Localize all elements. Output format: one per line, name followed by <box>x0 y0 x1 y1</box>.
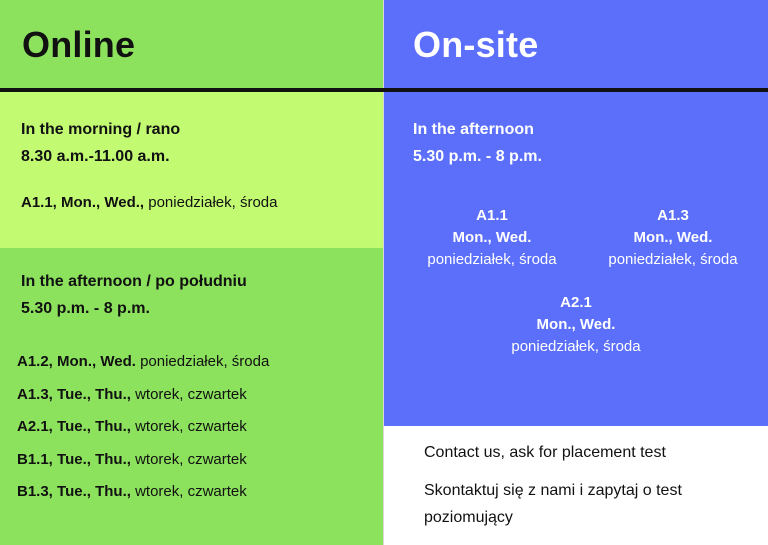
list-item <box>17 483 247 500</box>
course-level: A1.1 <box>476 207 508 224</box>
onsite-course-card <box>412 205 572 271</box>
course-days-pl: poniedziałek, środa <box>608 251 738 268</box>
morning-time: 8.30 a.m.-11.00 a.m. <box>21 148 170 165</box>
course-days: wtorek, czwartek <box>130 451 247 468</box>
course-days: poniedziałek, środa <box>135 353 270 370</box>
list-item <box>17 418 247 435</box>
onsite-afternoon-heading <box>413 116 542 170</box>
course-code: A1.3, Tue., Thu., <box>17 386 131 403</box>
course-days: wtorek, czwartek <box>130 483 247 500</box>
list-item <box>21 194 278 211</box>
list-item <box>17 386 247 403</box>
onsite-heading-text: In the afternoon <box>413 121 534 138</box>
course-level: A2.1 <box>560 294 592 311</box>
online-morning-heading <box>21 116 180 170</box>
afternoon-heading-text: In the afternoon / po południu <box>21 273 247 290</box>
list-item <box>17 451 247 468</box>
course-level: A1.3 <box>657 207 689 224</box>
course-code: A2.1, Tue., Thu., <box>17 418 131 435</box>
contact-text-pl: Skontaktuj się z nami i zapytaj o test poziomujący <box>424 482 682 526</box>
morning-heading-text: In the morning / rano <box>21 121 181 138</box>
header-divider <box>0 88 768 92</box>
course-days: wtorek, czwartek <box>130 418 247 435</box>
onsite-title: On-site <box>413 24 539 65</box>
onsite-course-card <box>496 292 656 358</box>
online-afternoon-heading <box>21 268 247 322</box>
course-days: poniedziałek, środa <box>144 194 278 211</box>
onsite-time: 5.30 p.m. - 8 p.m. <box>413 148 542 165</box>
online-title: Online <box>22 24 136 65</box>
course-days: wtorek, czwartek <box>130 386 247 403</box>
afternoon-time: 5.30 p.m. - 8 p.m. <box>21 300 150 317</box>
column-divider <box>383 0 384 545</box>
course-code: A1.1, Mon., Wed., <box>21 194 145 211</box>
course-days-pl: poniedziałek, środa <box>427 251 557 268</box>
contact-text-en: Contact us, ask for placement test <box>424 444 666 461</box>
course-code: B1.1, Tue., Thu., <box>17 451 131 468</box>
course-days-en: Mon., Wed. <box>452 229 532 246</box>
list-item <box>17 353 269 370</box>
course-days-en: Mon., Wed. <box>536 316 616 333</box>
course-code: A1.2, Mon., Wed. <box>17 353 136 370</box>
course-days-en: Mon., Wed. <box>633 229 713 246</box>
onsite-course-card <box>593 205 753 271</box>
course-days-pl: poniedziałek, środa <box>511 338 641 355</box>
course-code: B1.3, Tue., Thu., <box>17 483 131 500</box>
